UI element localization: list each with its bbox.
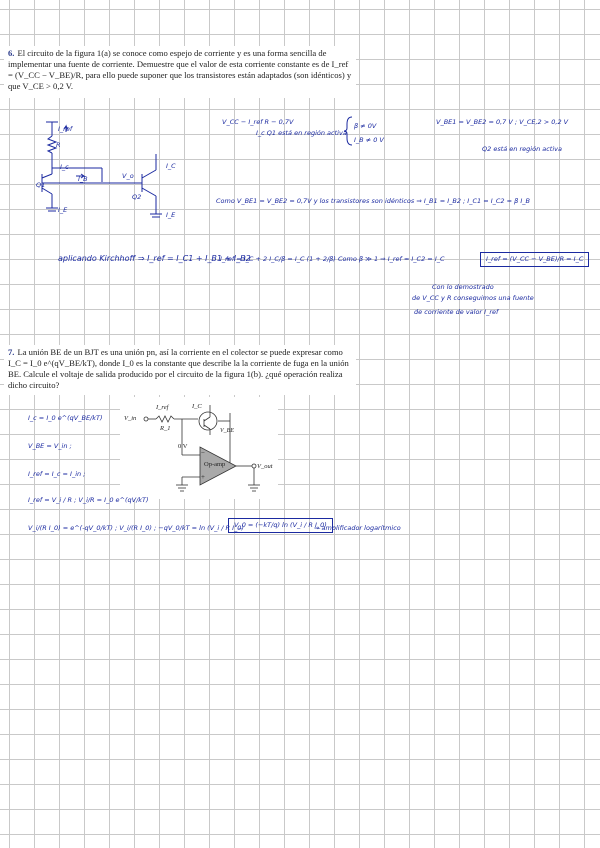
fig-a-ic2: I_C <box>166 162 176 170</box>
note6-brace <box>344 116 354 146</box>
fig-b-iref: I_ref <box>156 404 169 411</box>
fig-b-vin: V_in <box>124 415 137 422</box>
note6-line2: I_c Q1 está en región activa <box>256 129 347 137</box>
fig-a-iref: I_ref <box>58 125 73 133</box>
note6-side2: de V_CC y R conseguimos una fuente <box>412 294 534 302</box>
note6-brace1: β ≠ 0V <box>354 122 377 130</box>
fig-b-opamp: Op-amp <box>204 461 226 468</box>
note7-l1: I_c = I_0 e^(qV_BE/kT) <box>28 414 103 422</box>
note6-right2: Q2 está en región activa <box>482 145 562 153</box>
fig-a-q2: Q2 <box>132 193 142 201</box>
fig-a-ie: I_E <box>58 206 68 214</box>
problem-6-text: El circuito de la figura 1(a) se conoce como espejo de corriente y es una forma sencilla de implementar una fuente de corriente. Demuestre que el valor de esta corriente constante es de I_ref = (V_CC − V_BE)/R, para ello puede suponer que los transistores están adaptados (son idénticos) y que V_CE > 0,2 V. <box>8 48 352 91</box>
problem-7-number: 7. <box>8 347 15 357</box>
figure-1b-log-amp <box>120 397 278 499</box>
note7-l3: I_ref = I_c = I_in ; <box>28 470 86 478</box>
fig-b-ic: I_C <box>192 403 202 410</box>
problem-6-number: 6. <box>8 48 15 58</box>
note6-kirchhoff: aplicando Kirchhoff ⇒ I_ref = I_C1 + I_B1 + I_B2 <box>58 254 251 263</box>
note6-right1: V_BE1 = V_BE2 = 0,7 V ; V_CE,2 > 0,2 V <box>436 118 569 126</box>
note7-l4: I_ref = V_i / R ; V_i/R = I_0 e^(qV/kT) <box>28 496 149 504</box>
note6-side3: de corriente de valor I_ref <box>414 308 499 316</box>
note7-l5: V_i/(R I_0) = e^(-qV_0/kT) ; V_i/(R I_0) ; −qV_0/kT = ln (V_i / R I_0) <box>28 524 244 532</box>
note6-line1: V_CC − I_ref R − 0,7V <box>222 118 294 126</box>
note6-mid: Como V_BE1 = V_BE2 = 0,7V y los transistores son idénticos ⇒ I_B1 = I_B2 ; I_C1 = I_C2 = β I_B <box>216 197 530 205</box>
fig-a-r: R <box>56 141 61 149</box>
fig-b-minus: − <box>201 449 205 457</box>
fig-a-ib: I_B <box>78 175 88 183</box>
fig-a-v: V_o <box>122 172 134 180</box>
note7-l2: V_BE = V_in ; <box>28 442 72 450</box>
note6-brace2: I_B ≠ 0 V <box>354 136 384 144</box>
problem-6-statement <box>4 46 356 98</box>
note7-arrow: ⇒ amplificador logarítmico <box>314 524 401 532</box>
figure-1a-current-mirror <box>30 118 210 228</box>
note6-boxed: I_ref = (V_CC − V_BE)/R = I_C <box>480 252 589 267</box>
problem-7-text: La unión BE de un BJT es una unión pn, así la corriente en el colector se puede expresar como I_C = I_0 e^(qV_BE/kT), donde I_0 es la constante que describe la la corriente de fuga en la unión BE. Calcule el voltaje de salida producido por el circuito de la figura 1(b). ¿qué operación realiza dicho circuito? <box>8 347 349 390</box>
fig-a-q1: Q1 <box>36 181 46 189</box>
fig-b-r1: R_1 <box>160 425 171 432</box>
note6-eq2: Como β ≫ 1 ⇒ I_ref ≈ I_C2 = I_C <box>338 255 445 263</box>
fig-b-plus: + <box>201 473 205 481</box>
note7-boxed: V_0 = (−kT/q) ln (V_i / R I_0) <box>228 518 333 533</box>
problem-7-statement <box>4 345 356 395</box>
note6-eq1: I_ref = I_C + 2 I_C/β = I_C (1 + 2/β) <box>220 255 336 263</box>
fig-b-vbe: V_BE <box>220 428 234 434</box>
note6-side1: Con lo demostrado <box>432 283 494 291</box>
fig-a-ie2: I_E <box>166 211 176 219</box>
fig-b-vout: V_out <box>257 463 273 470</box>
fig-b-zero: 0 V <box>178 443 188 450</box>
fig-a-ic: I_c <box>60 163 69 171</box>
